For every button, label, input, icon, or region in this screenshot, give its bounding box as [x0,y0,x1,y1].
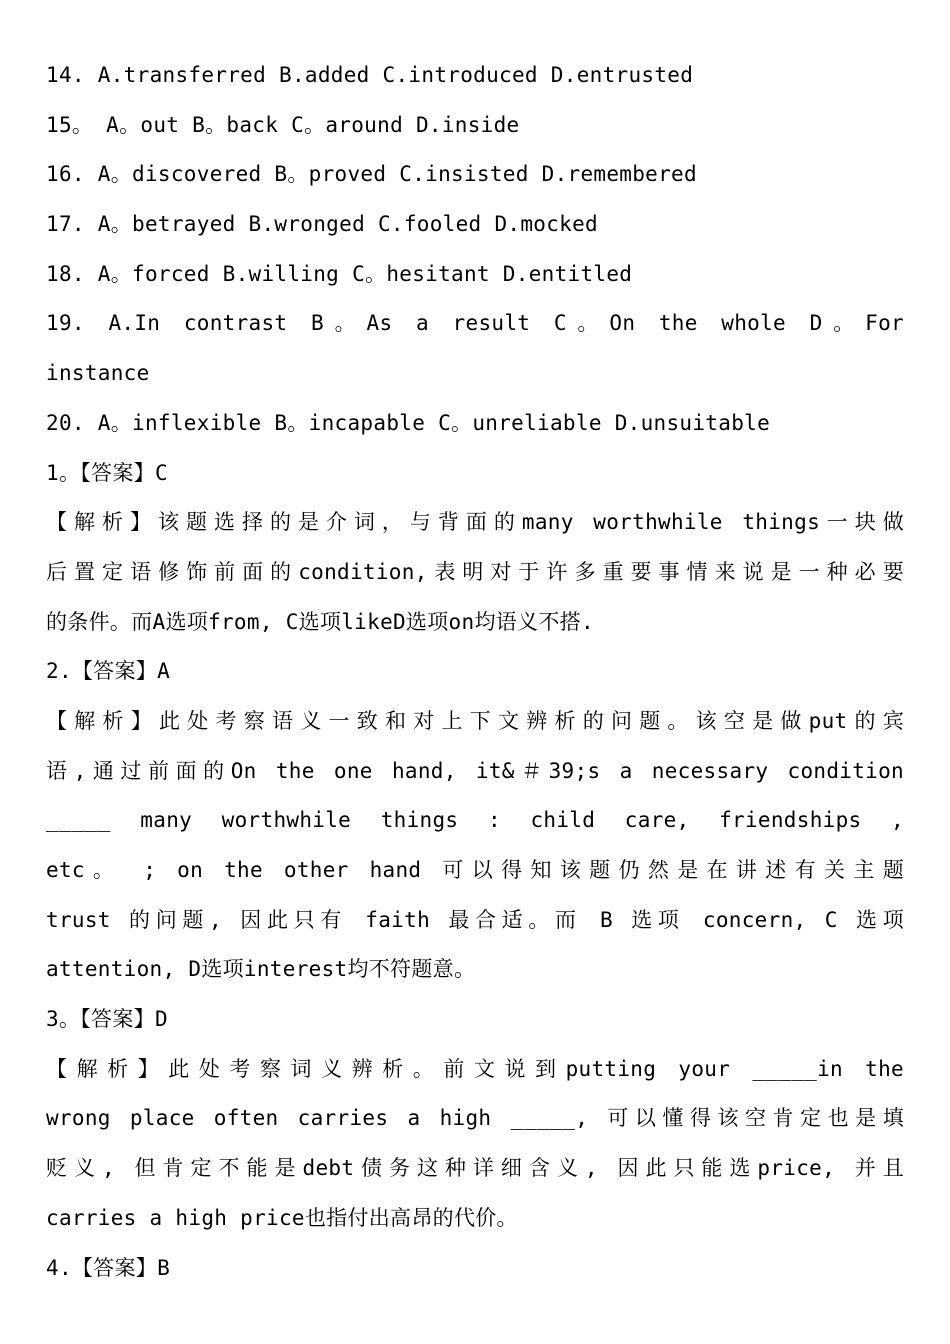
question-options: A。inflexible B。incapable C。unreliable D.unsuitable [97,410,771,435]
analysis-line: 的条件。而A选项from, C选项likeD选项on均语义不搭. [46,609,594,634]
question-number: 17. [46,212,85,237]
question-18 [46,250,904,300]
analysis-line: wrong place often carries a high _____, 可以懂得该空肯定也是填 [46,1106,904,1131]
document-page [46,51,904,1293]
question-number: 15。 [46,112,94,137]
answer-heading: 1。【答案】C [46,460,168,485]
question-16 [46,150,904,200]
question-19-continuation: instance [46,361,150,386]
question-15 [46,101,904,151]
question-17 [46,200,904,250]
question-number: 18. [46,261,85,286]
analysis-line: 后置定语修饰前面的condition,表明对于许多重要事情来说是一种必要 [46,559,904,584]
analysis-line: 【解析】此处考察词义辨析。前文说到putting your _____in the [46,1056,904,1081]
question-19 [46,299,904,349]
analysis-line: 语,通过前面的On the one hand, it&＃39;s a necessary condition [46,758,904,783]
analysis-line: 【解析】该题选择的是介词，与背面的many worthwhile things一块做 [46,510,904,535]
question-options: A.In contrast B。As a result C。On the whole D。For [108,311,904,336]
analysis-line: _____ many worthwhile things : child care, friendships , [46,808,904,833]
analysis-line: etc。 ; on the other hand 可以得知该题仍然是在讲述有关主题 [46,858,904,882]
question-number: 20. [46,410,85,435]
question-20 [46,399,904,449]
answer-heading: 4.【答案】B [46,1255,171,1280]
question-options: A.transferred B.added C.introduced D.entrusted [97,63,694,87]
answer-heading: 2.【答案】A [46,659,171,684]
question-number: 14. [46,63,85,87]
analysis-line: trust 的问题, 因此只有 faith 最合适。而 B 选项 concern, C 选项 [46,907,904,932]
question-options: A。forced B.willing C。hesitant D.entitled [97,261,633,286]
question-options: A。betrayed B.wronged C.fooled D.mocked [97,212,598,237]
question-14 [46,51,904,101]
question-options: A。discovered B。proved C.insisted D.remembered [97,162,697,187]
analysis-line: 贬义, 但肯定不能是debt债务这种详细含义, 因此只能选price, 并且 [46,1156,904,1181]
question-number: 19. [46,311,85,336]
analysis-line: carries a high price也指付出高昂的代价。 [46,1205,518,1230]
question-number: 16. [46,162,85,187]
question-options: A。out B。back C。around D.inside [106,112,520,137]
analysis-line: attention, D选项interest均不符题意。 [46,957,476,982]
answer-heading: 3。【答案】D [46,1007,168,1032]
analysis-line: 【解析】此处考察语义一致和对上下文辨析的问题。该空是做put的宾 [46,708,904,733]
